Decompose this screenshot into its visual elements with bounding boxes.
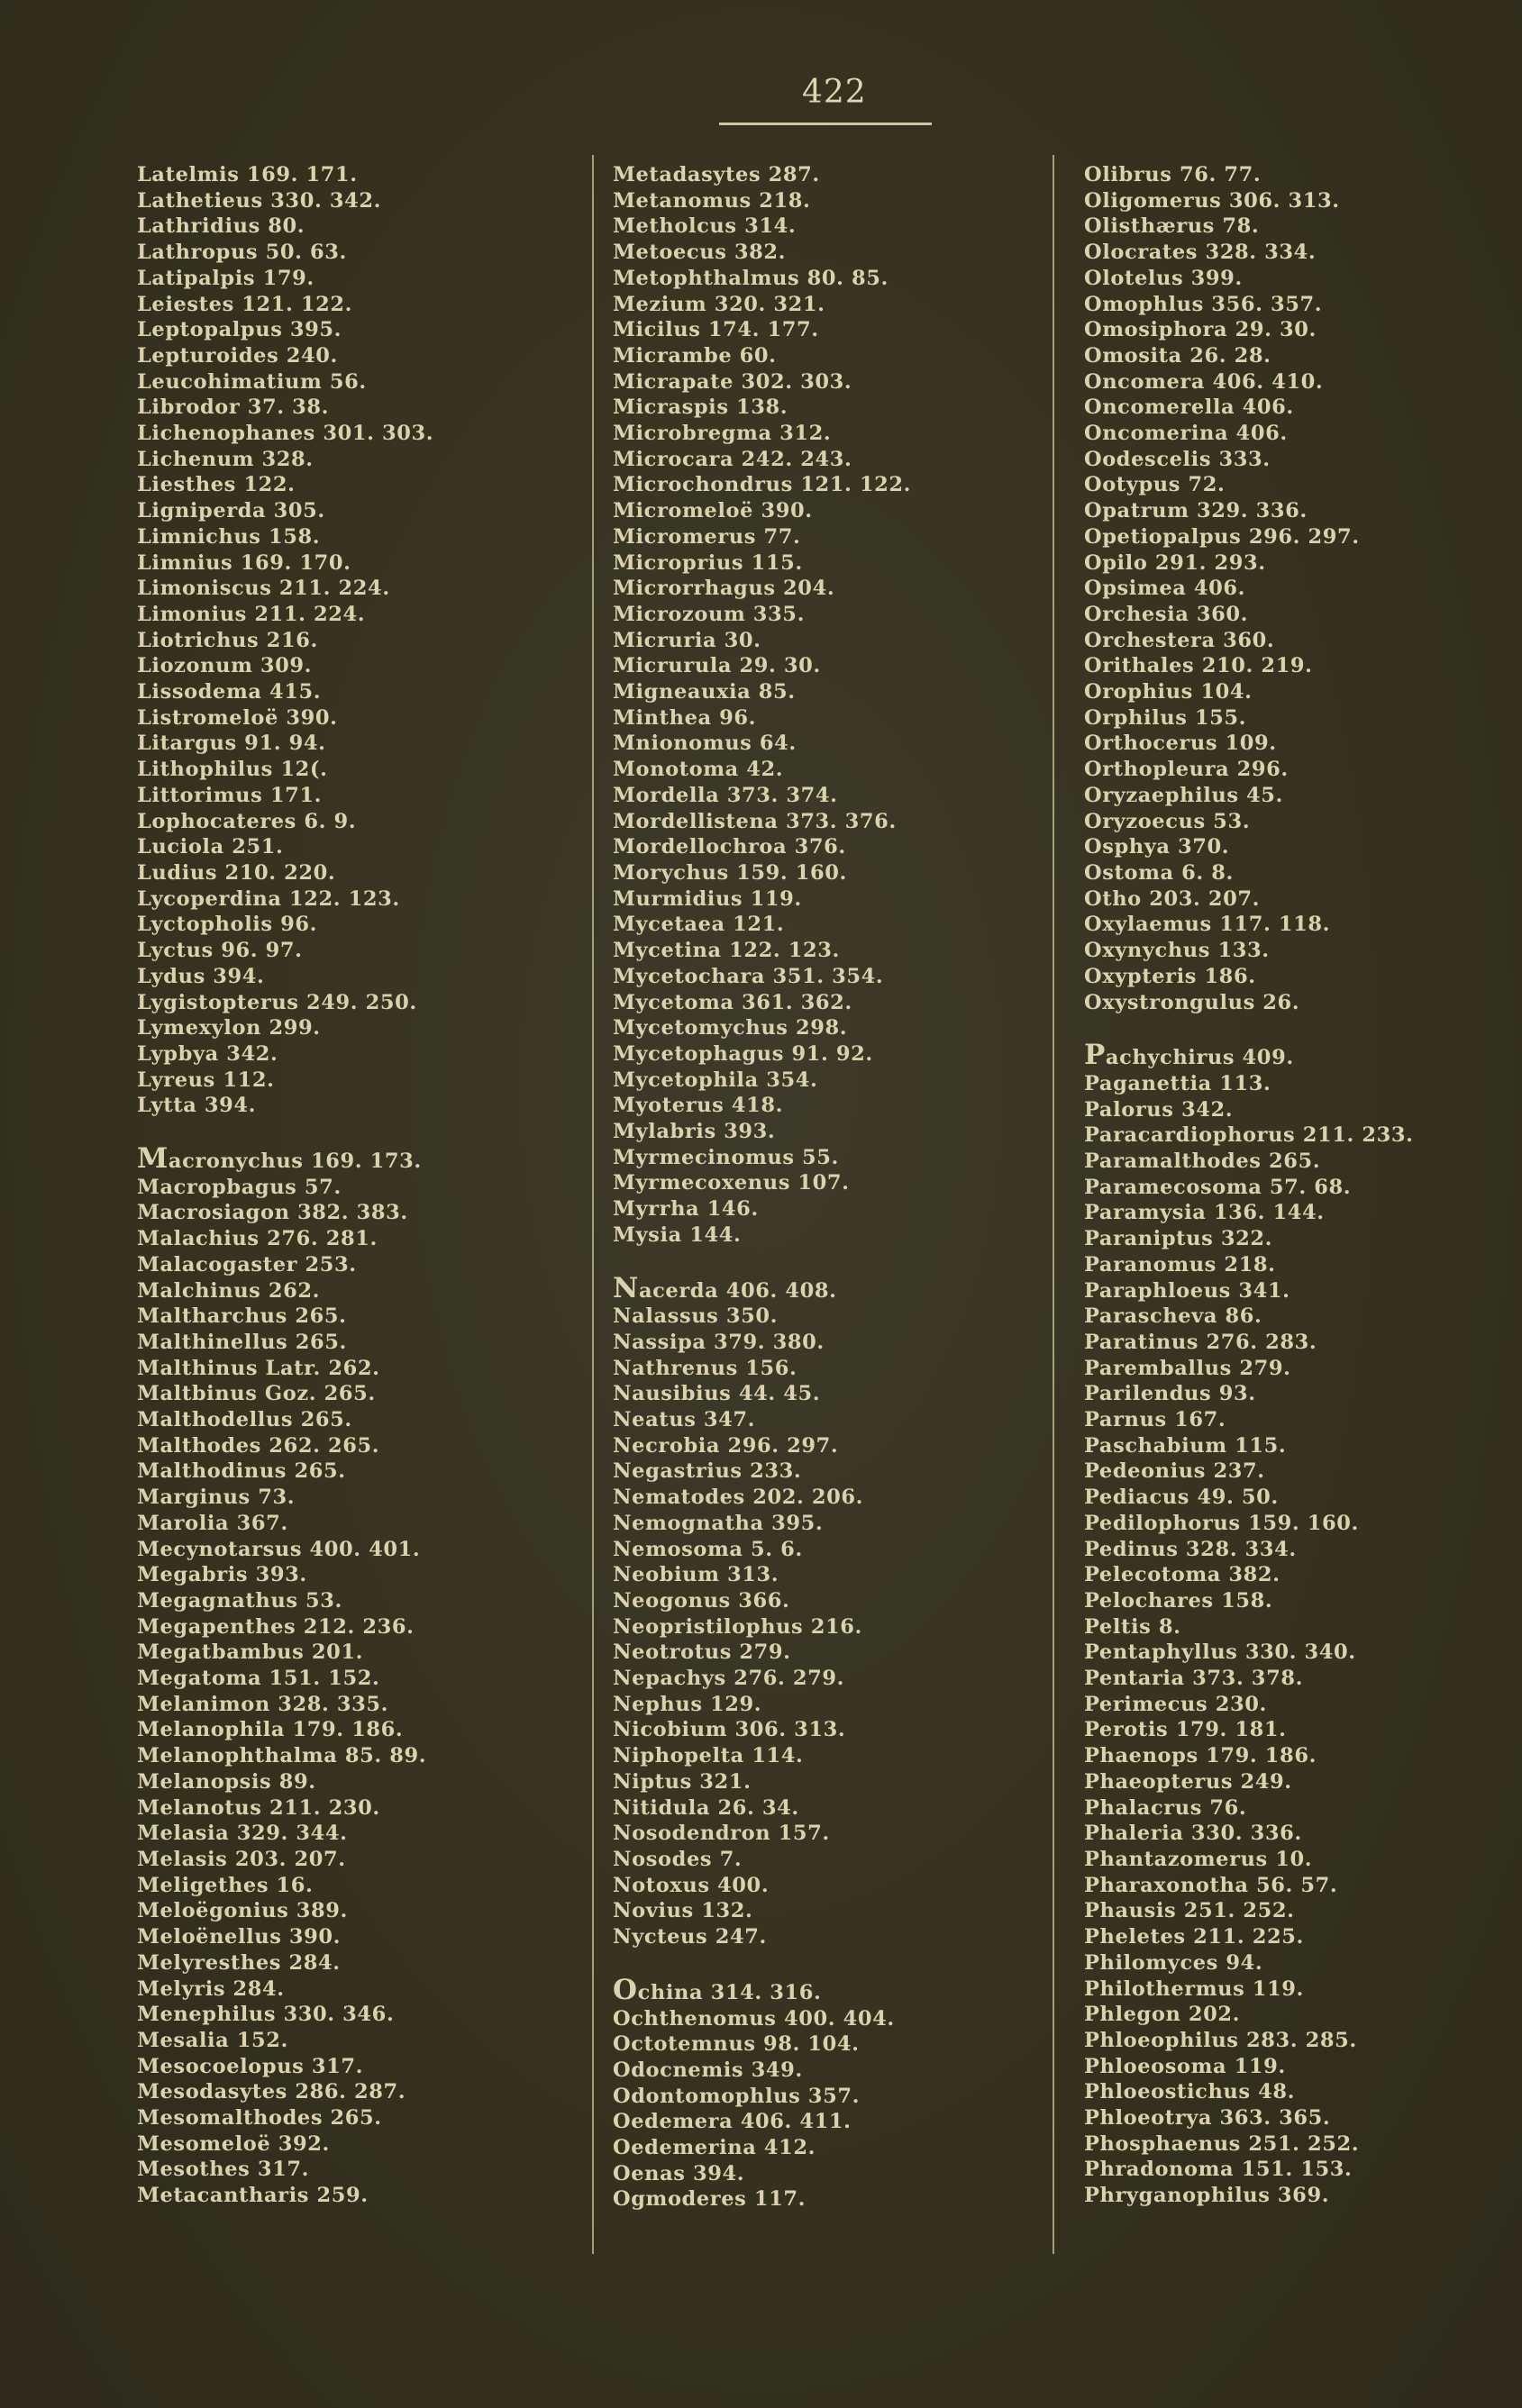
index-entry: Melanotus 211. 230. <box>137 1795 380 1820</box>
index-entry: Megatoma 151. 152. <box>137 1667 380 1691</box>
index-entry: Melasia 329. 344. <box>137 1822 348 1846</box>
index-entry: Limnichus 158. <box>137 524 321 549</box>
index-entry: Oodescelis 333. <box>1084 447 1271 471</box>
index-entry: Malacogaster 253. <box>137 1252 357 1277</box>
index-entry: Mycetoma 361. 362. <box>613 990 852 1014</box>
index-entry: Mesomeloë 392. <box>137 2131 330 2156</box>
index-entry: Phloeophilus 283. 285. <box>1084 2028 1357 2052</box>
index-entry: Omosiphora 29. 30. <box>1084 318 1317 342</box>
index-entry: Phlegon 202. <box>1084 2003 1241 2027</box>
index-entry: Pedinus 328. 334. <box>1084 1537 1297 1561</box>
index-entry: Lydus 394. <box>137 964 265 988</box>
index-entry: Metacantharis 259. <box>137 2184 369 2208</box>
index-entry: Phausis 251. 252. <box>1084 1899 1295 1923</box>
index-entry: Lathetieus 330. 342. <box>137 188 382 213</box>
index-entry: Metophthalmus 80. 85. <box>613 266 889 290</box>
index-entry: Nassipa 379. 380. <box>613 1330 825 1354</box>
index-entry: Phaeopterus 249. <box>1084 1769 1292 1794</box>
index-entry: Parnus 167. <box>1084 1408 1226 1432</box>
index-entry: Palorus 342. <box>1084 1097 1234 1122</box>
index-entry: Olocrates 328. 334. <box>1084 241 1317 265</box>
index-entry: Oligomerus 306. 313. <box>1084 188 1340 213</box>
index-entry: Micrurula 29. 30. <box>613 654 821 678</box>
index-entry: Mesalia 152. <box>137 2028 288 2052</box>
index-entry: Luciola 251. <box>137 835 284 859</box>
index-entry: Maltharchus 265. <box>137 1304 347 1329</box>
index-entry: Malthodellus 265. <box>137 1408 352 1432</box>
index-entry: Micromerus 77. <box>613 524 801 549</box>
page-number-rule <box>719 123 932 125</box>
index-entry: Neopristilophus 216. <box>613 1614 862 1639</box>
index-entry: Nitidula 26. 34. <box>613 1795 799 1820</box>
index-entry: Listromeloë 390. <box>137 705 338 730</box>
index-entry: Ogmoderes 117. <box>613 2187 807 2212</box>
index-entry: Oncomerina 406. <box>1084 422 1288 446</box>
index-entry: Malthodes 262. 265. <box>137 1433 380 1458</box>
index-entry: Morychus 159. 160. <box>613 860 847 885</box>
index-entry: Macropbagus 57. <box>137 1175 342 1199</box>
index-entry: Lyctus 96. 97. <box>137 939 303 963</box>
index-entry: Ochina 314. 316. <box>613 1973 822 2006</box>
index-entry: Mycetophila 354. <box>613 1068 818 1092</box>
index-entry: Neogonus 366. <box>613 1588 790 1613</box>
index-entry: Notoxus 400. <box>613 1873 770 1897</box>
index-entry: Orithales 210. 219. <box>1084 654 1313 678</box>
index-entry: Mesothes 317. <box>137 2158 310 2182</box>
index-entry: Litargus 91. 94. <box>137 731 326 756</box>
index-entry: Myrrha 146. <box>613 1197 759 1222</box>
index-entry: Micruria 30. <box>613 628 761 652</box>
index-entry: Otho 203. 207. <box>1084 886 1261 911</box>
index-entry: Orchesia 360. <box>1084 602 1249 626</box>
index-entry: Microrrhagus 204. <box>613 577 835 601</box>
index-entry: Neotrotus 279. <box>613 1640 791 1665</box>
index-entry: Pachychirus 409. <box>1084 1039 1294 1072</box>
index-entry: Phaleria 330. 336. <box>1084 1822 1302 1846</box>
index-entry: Paremballus 279. <box>1084 1356 1291 1380</box>
index-entry: Malthodinus 265. <box>137 1459 346 1484</box>
index-entry: Metanomus 218. <box>613 188 811 213</box>
index-entry: Paramecosoma 57. 68. <box>1084 1175 1352 1199</box>
index-entry: Lycoperdina 122. 123. <box>137 886 400 911</box>
index-entry: Macrosiagon 382. 383. <box>137 1201 408 1225</box>
index-entry: Menephilus 330. 346. <box>137 2003 395 2027</box>
index-entry: Microzoum 335. <box>613 602 805 626</box>
index-entry: Meloënellus 390. <box>137 1925 342 1949</box>
index-entry: Lichenophanes 301. 303. <box>137 422 434 446</box>
index-entry: Lathropus 50. 63. <box>137 241 347 265</box>
index-entry: Orchestera 360. <box>1084 628 1275 652</box>
index-entry: Microcara 242. 243. <box>613 447 852 471</box>
index-entry: Omophlus 356. 357. <box>1084 292 1323 316</box>
index-entry: Nathrenus 156. <box>613 1356 797 1380</box>
index-entry: Negastrius 233. <box>613 1459 802 1484</box>
index-entry: Ootypus 72. <box>1084 473 1226 497</box>
index-entry: Malachius 276. 281. <box>137 1227 378 1251</box>
index-entry: Orthopleura 296. <box>1084 758 1289 782</box>
index-entry: Lyreus 112. <box>137 1068 275 1092</box>
index-entry: Melasis 203. 207. <box>137 1848 346 1871</box>
index-entry: Megapenthes 212. 236. <box>137 1614 415 1639</box>
index-entry: Peltis 8. <box>1084 1614 1181 1639</box>
index-entry: Ochthenomus 400. 404. <box>613 2006 895 2031</box>
index-entry: Microbregma 312. <box>613 422 832 446</box>
index-column-1 <box>137 162 579 2209</box>
index-entry: Oenas 394. <box>613 2161 745 2185</box>
index-entry: Mordellochroa 376. <box>613 835 846 859</box>
index-entry: Latipalpis 179. <box>137 266 314 290</box>
index-entry: Micromeloë 390. <box>613 499 813 523</box>
index-entry: Myoterus 418. <box>613 1094 784 1118</box>
index-entry: Phradonoma 151. 153. <box>1084 2158 1353 2182</box>
index-entry: Nemosoma 5. 6. <box>613 1537 803 1561</box>
index-entry: Nepachys 276. 279. <box>613 1667 845 1691</box>
index-entry: Malthinus Latr. 262. <box>137 1356 380 1380</box>
index-entry: Paschabium 115. <box>1084 1433 1287 1458</box>
index-entry: Metoecus 382. <box>613 241 787 265</box>
index-entry: Phalacrus 76. <box>1084 1795 1247 1820</box>
index-entry: Nosodendron 157. <box>613 1822 830 1846</box>
index-entry: Odontomophlus 357. <box>613 2084 861 2108</box>
index-entry: Littorimus 171. <box>137 783 323 807</box>
index-entry: Limoniscus 211. 224. <box>137 577 390 601</box>
index-entry: Malchinus 262. <box>137 1278 321 1303</box>
column-divider <box>1053 155 1054 2254</box>
index-entry: Lyctopholis 96. <box>137 913 318 937</box>
index-entry: Lathridius 80. <box>137 214 305 239</box>
index-entry: Liotrichus 216. <box>137 628 318 652</box>
index-entry: Mezium 320. 321. <box>613 292 825 316</box>
index-entry: Mesomalthodes 265. <box>137 2106 382 2131</box>
index-entry: Melanimon 328. 335. <box>137 1692 389 1716</box>
index-entry: Melanophthalma 85. 89. <box>137 1744 427 1768</box>
index-entry: Paraphloeus 341. <box>1084 1278 1290 1303</box>
index-entry: Octotemnus 98. 104. <box>613 2032 860 2057</box>
index-entry: Philomyces 94. <box>1084 1950 1263 1975</box>
index-entry: Olotelus 399. <box>1084 266 1243 290</box>
index-entry: Paracardiophorus 211. 233. <box>1084 1123 1414 1148</box>
index-entry: Liozonum 309. <box>137 654 313 678</box>
index-entry: Limnius 169. 170. <box>137 550 351 575</box>
index-entry: Lophocateres 6. 9. <box>137 809 357 833</box>
index-entry: Mesodasytes 286. 287. <box>137 2080 406 2104</box>
index-entry: Nalassus 350. <box>613 1304 779 1329</box>
index-entry: Paratinus 276. 283. <box>1084 1330 1317 1354</box>
index-entry: Nausibius 44. 45. <box>613 1382 821 1406</box>
index-entry: Liesthes 122. <box>137 473 296 497</box>
index-entry: Nemognatha 395. <box>613 1511 824 1535</box>
index-entry: Lytta 394. <box>137 1094 257 1118</box>
index-entry: Niptus 321. <box>613 1769 752 1794</box>
index-entry: Mycetochara 351. 354. <box>613 964 884 988</box>
index-entry: Phloeotrya 363. 365. <box>1084 2106 1331 2131</box>
index-entry: Orphilus 155. <box>1084 705 1247 730</box>
index-entry: Phryganophilus 369. <box>1084 2184 1330 2208</box>
index-entry: Metadasytes 287. <box>613 163 820 186</box>
index-entry: Perimecus 230. <box>1084 1692 1267 1716</box>
index-entry: Opatrum 329. 336. <box>1084 499 1308 523</box>
index-entry: Myrmecoxenus 107. <box>613 1171 850 1195</box>
index-entry: Mordella 373. 374. <box>613 783 838 807</box>
index-entry: Micrambe 60. <box>613 343 777 368</box>
index-entry: Mycetina 122. 123. <box>613 939 840 963</box>
index-entry: Pheletes 211. 225. <box>1084 1925 1304 1949</box>
index-entry: Novius 132. <box>613 1899 753 1923</box>
index-entry: Paganettia 113. <box>1084 1071 1271 1095</box>
index-entry: Paranomus 218. <box>1084 1252 1276 1277</box>
index-entry: Mordellistena 373. 376. <box>613 809 897 833</box>
index-entry: Opetiopalpus 296. 297. <box>1084 524 1360 549</box>
index-entry: Leucohimatium 56. <box>137 369 367 394</box>
index-entry: Metholcus 314. <box>613 214 797 239</box>
index-entry: Oxylaemus 117. 118. <box>1084 913 1331 937</box>
index-entry: Mysia 144. <box>613 1222 742 1247</box>
index-entry: Maltbinus Goz. 265. <box>137 1382 376 1406</box>
index-entry: Pelecotoma 382. <box>1084 1563 1280 1587</box>
index-entry: Pedilophorus 159. 160. <box>1084 1511 1359 1535</box>
index-entry: Megabris 393. <box>137 1563 307 1587</box>
index-entry: Oncomerella 406. <box>1084 395 1294 420</box>
index-entry: Ostoma 6. 8. <box>1084 860 1234 885</box>
index-entry: Oedemera 406. 411. <box>613 2110 852 2134</box>
index-entry: Leptopalpus 395. <box>137 318 342 342</box>
index-entry: Minthea 96. <box>613 705 757 730</box>
index-entry: Lithophilus 12(. <box>137 758 328 782</box>
index-entry: Marginus 73. <box>137 1486 296 1510</box>
index-entry: Nematodes 202. 206. <box>613 1486 864 1510</box>
index-column-3 <box>1084 162 1517 2209</box>
index-entry: Neobium 313. <box>613 1563 779 1587</box>
index-entry: Nosodes 7. <box>613 1848 743 1871</box>
index-entry: Limonius 211. 224. <box>137 602 366 626</box>
index-entry: Oxynychus 133. <box>1084 939 1270 963</box>
index-entry: Latelmis 169. 171. <box>137 163 358 186</box>
index-entry: Melanophila 179. 186. <box>137 1718 404 1742</box>
index-entry: Ligniperda 305. <box>137 499 325 523</box>
index-entry: Melyris 284. <box>137 1976 285 2001</box>
index-entry: Nicobium 306. 313. <box>613 1718 846 1742</box>
index-entry: Megatbambus 201. <box>137 1640 364 1665</box>
index-entry: Pentaria 373. 378. <box>1084 1667 1304 1691</box>
index-entry: Paramysia 136. 144. <box>1084 1201 1325 1225</box>
index-entry: Oedemerina 412. <box>613 2136 816 2160</box>
index-entry: Microchondrus 121. 122. <box>613 473 912 497</box>
index-entry: Mylabris 393. <box>613 1120 776 1144</box>
index-entry: Omosita 26. 28. <box>1084 343 1271 368</box>
index-entry: Mycetaea 121. <box>613 913 785 937</box>
index-entry: Oncomera 406. 410. <box>1084 369 1324 394</box>
index-entry: Paraniptus 322. <box>1084 1227 1273 1251</box>
index-entry: Meloëgonius 389. <box>137 1899 348 1923</box>
index-entry: Parascheva 86. <box>1084 1304 1262 1329</box>
index-entry: Oxypteris 186. <box>1084 964 1256 988</box>
index-entry: Philothermus 119. <box>1084 1976 1304 2001</box>
index-entry: Mesocoelopus 317. <box>137 2054 364 2078</box>
index-entry: Nephus 129. <box>613 1692 762 1716</box>
index-entry: Mecynotarsus 400. 401. <box>137 1537 421 1561</box>
index-entry: Lepturoides 240. <box>137 343 338 368</box>
index-entry: Librodor 37. 38. <box>137 395 330 420</box>
index-entry: Paramalthodes 265. <box>1084 1149 1321 1174</box>
index-entry: Pelochares 158. <box>1084 1588 1273 1613</box>
index-entry: Nacerda 406. 408. <box>613 1271 837 1304</box>
index-entry: Phloeosoma 119. <box>1084 2054 1286 2078</box>
index-entry: Melanopsis 89. <box>137 1769 316 1794</box>
index-entry: Odocnemis 349. <box>613 2058 803 2082</box>
index-entry: Niphopelta 114. <box>613 1744 804 1768</box>
index-entry: Migneauxia 85. <box>613 680 796 704</box>
index-entry: Lissodema 415. <box>137 680 322 704</box>
index-entry: Parilendus 93. <box>1084 1382 1256 1406</box>
index-entry: Oxystrongulus 26. <box>1084 990 1300 1014</box>
index-entry: Nycteus 247. <box>613 1925 767 1949</box>
index-entry: Pedeonius 237. <box>1084 1459 1265 1484</box>
index-column-2 <box>613 162 1045 2213</box>
index-entry: Neatus 347. <box>613 1408 756 1432</box>
index-entry: Melyresthes 284. <box>137 1950 341 1975</box>
index-entry: Oryzaephilus 45. <box>1084 783 1283 807</box>
index-entry: Orthocerus 109. <box>1084 731 1277 756</box>
index-entry: Olisthærus 78. <box>1084 214 1260 239</box>
index-entry: Megagnathus 53. <box>137 1588 342 1613</box>
index-entry: Micraspis 138. <box>613 395 788 420</box>
index-entry: Opsimea 406. <box>1084 577 1246 601</box>
index-entry: Opilo 291. 293. <box>1084 550 1266 575</box>
index-entry: Leiestes 121. 122. <box>137 292 353 316</box>
index-entry: Oryzoecus 53. <box>1084 809 1251 833</box>
index-entry: Malthinellus 265. <box>137 1330 347 1354</box>
index-entry: Phaenops 179. 186. <box>1084 1744 1317 1768</box>
index-entry: Ludius 210. 220. <box>137 860 336 885</box>
index-entry: Lypbya 342. <box>137 1041 278 1066</box>
index-entry: Phloeostichus 48. <box>1084 2080 1296 2104</box>
index-entry: Pentaphyllus 330. 340. <box>1084 1640 1356 1665</box>
index-entry: Macronychus 169. 173. <box>137 1142 422 1176</box>
index-entry: Mycetophagus 91. 92. <box>613 1041 873 1066</box>
index-entry: Micilus 174. 177. <box>613 318 819 342</box>
index-entry: Lygistopterus 249. 250. <box>137 990 417 1014</box>
index-entry: Marolia 367. <box>137 1511 288 1535</box>
index-entry: Murmidius 119. <box>613 886 802 911</box>
index-entry: Phantazomerus 10. <box>1084 1848 1313 1871</box>
index-entry: Microprius 115. <box>613 550 803 575</box>
index-entry: Olibrus 76. 77. <box>1084 163 1262 186</box>
index-entry: Mnionomus 64. <box>613 731 797 756</box>
index-entry: Necrobia 296. 297. <box>613 1433 839 1458</box>
index-entry: Pharaxonotha 56. 57. <box>1084 1873 1338 1897</box>
index-entry: Myrmecinomus 55. <box>613 1145 839 1169</box>
index-entry: Lichenum 328. <box>137 447 314 471</box>
index-entry: Meligethes 16. <box>137 1873 314 1897</box>
index-entry: Pediacus 49. 50. <box>1084 1486 1279 1510</box>
index-entry: Osphya 370. <box>1084 835 1230 859</box>
index-entry: Micrapate 302. 303. <box>613 369 852 394</box>
index-entry: Orophius 104. <box>1084 680 1253 704</box>
index-entry: Lymexylon 299. <box>137 1016 321 1040</box>
index-entry: Monotoma 42. <box>613 758 784 782</box>
index-entry: Perotis 179. 181. <box>1084 1718 1287 1742</box>
column-divider <box>592 155 594 2254</box>
page-number: 422 <box>802 74 867 111</box>
index-entry: Mycetomychus 298. <box>613 1016 848 1040</box>
index-entry: Phosphaenus 251. 252. <box>1084 2131 1360 2156</box>
